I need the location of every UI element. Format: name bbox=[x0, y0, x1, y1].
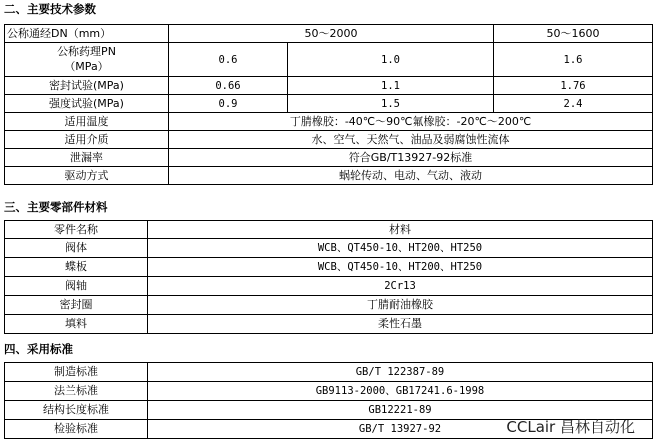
standard-label: 制造标准 bbox=[5, 363, 148, 382]
part-material: 丁腈耐油橡胶 bbox=[148, 296, 653, 315]
materials-table bbox=[4, 220, 653, 334]
standard-label: 法兰标准 bbox=[5, 382, 148, 401]
part-material: WCB、QT450-10、HT200、HT250 bbox=[148, 258, 653, 277]
dn-range-1: 50～2000 bbox=[169, 25, 494, 43]
row-label-seal-test: 密封试验(MPa) bbox=[5, 77, 169, 95]
header-material: 材料 bbox=[148, 221, 653, 239]
strength-value-3: 2.4 bbox=[494, 95, 653, 113]
row-label-temperature: 适用温度 bbox=[5, 113, 169, 131]
table-row bbox=[5, 277, 653, 296]
table-row bbox=[5, 315, 653, 334]
strength-value-2: 1.5 bbox=[288, 95, 494, 113]
standard-value: GB9113-2000、GB17241.6-1998 bbox=[148, 382, 653, 401]
table-header-row bbox=[5, 221, 653, 239]
table-row bbox=[5, 43, 653, 77]
section-title-materials: 三、主要零部件材料 bbox=[4, 200, 108, 214]
row-label-dn: 公称通经DN（mm） bbox=[5, 25, 169, 43]
standard-label: 检验标准 bbox=[5, 420, 148, 439]
drive-value: 蜗轮传动、电动、气动、液动 bbox=[169, 167, 653, 185]
seal-value-2: 1.1 bbox=[288, 77, 494, 95]
table-row bbox=[5, 149, 653, 167]
row-label-leakage: 泄漏率 bbox=[5, 149, 169, 167]
pn-label-line1: 公称药理PN bbox=[57, 45, 116, 58]
table-row bbox=[5, 131, 653, 149]
watermark-logo-text: CCLair 昌林自动化 bbox=[506, 418, 635, 436]
table-row bbox=[5, 258, 653, 277]
table-row bbox=[5, 167, 653, 185]
section-title-standards: 四、采用标准 bbox=[4, 342, 73, 356]
temperature-value: 丁腈橡胶：-40℃～90℃氟橡胶：-20℃～200℃ bbox=[169, 113, 653, 131]
leakage-value: 符合GB/T13927-92标准 bbox=[169, 149, 653, 167]
part-name: 阀轴 bbox=[5, 277, 148, 296]
part-material: 柔性石墨 bbox=[148, 315, 653, 334]
standard-value: GB12221-89 bbox=[148, 401, 653, 420]
table-row bbox=[5, 95, 653, 113]
strength-value-1: 0.9 bbox=[169, 95, 288, 113]
part-name: 填料 bbox=[5, 315, 148, 334]
pn-value-1: 0.6 bbox=[169, 43, 288, 77]
row-label-drive: 驱动方式 bbox=[5, 167, 169, 185]
standard-value: GB/T 13927-92 bbox=[148, 420, 653, 439]
dn-range-2: 50～1600 bbox=[494, 25, 653, 43]
row-label-pn bbox=[5, 43, 169, 77]
table-row bbox=[5, 363, 653, 382]
pn-label-line2: （MPa） bbox=[64, 60, 109, 73]
part-name: 密封圈 bbox=[5, 296, 148, 315]
table-row bbox=[5, 296, 653, 315]
table-row bbox=[5, 25, 653, 43]
standard-label: 结构长度标准 bbox=[5, 401, 148, 420]
header-part-name: 零件名称 bbox=[5, 221, 148, 239]
part-material: WCB、QT450-10、HT200、HT250 bbox=[148, 239, 653, 258]
section-title-tech-params: 二、主要技术参数 bbox=[4, 2, 96, 16]
seal-value-1: 0.66 bbox=[169, 77, 288, 95]
table-row bbox=[5, 382, 653, 401]
row-label-strength-test: 强度试验(MPa) bbox=[5, 95, 169, 113]
row-label-medium: 适用介质 bbox=[5, 131, 169, 149]
medium-value: 水、空气、天然气、油品及弱腐蚀性流体 bbox=[169, 131, 653, 149]
part-name: 蝶板 bbox=[5, 258, 148, 277]
pn-value-2: 1.0 bbox=[288, 43, 494, 77]
table-row bbox=[5, 77, 653, 95]
table-row bbox=[5, 113, 653, 131]
pn-value-3: 1.6 bbox=[494, 43, 653, 77]
table-row bbox=[5, 239, 653, 258]
part-material: 2Cr13 bbox=[148, 277, 653, 296]
tech-params-table bbox=[4, 24, 653, 185]
part-name: 阀体 bbox=[5, 239, 148, 258]
seal-value-3: 1.76 bbox=[494, 77, 653, 95]
standard-value: GB/T 122387-89 bbox=[148, 363, 653, 382]
